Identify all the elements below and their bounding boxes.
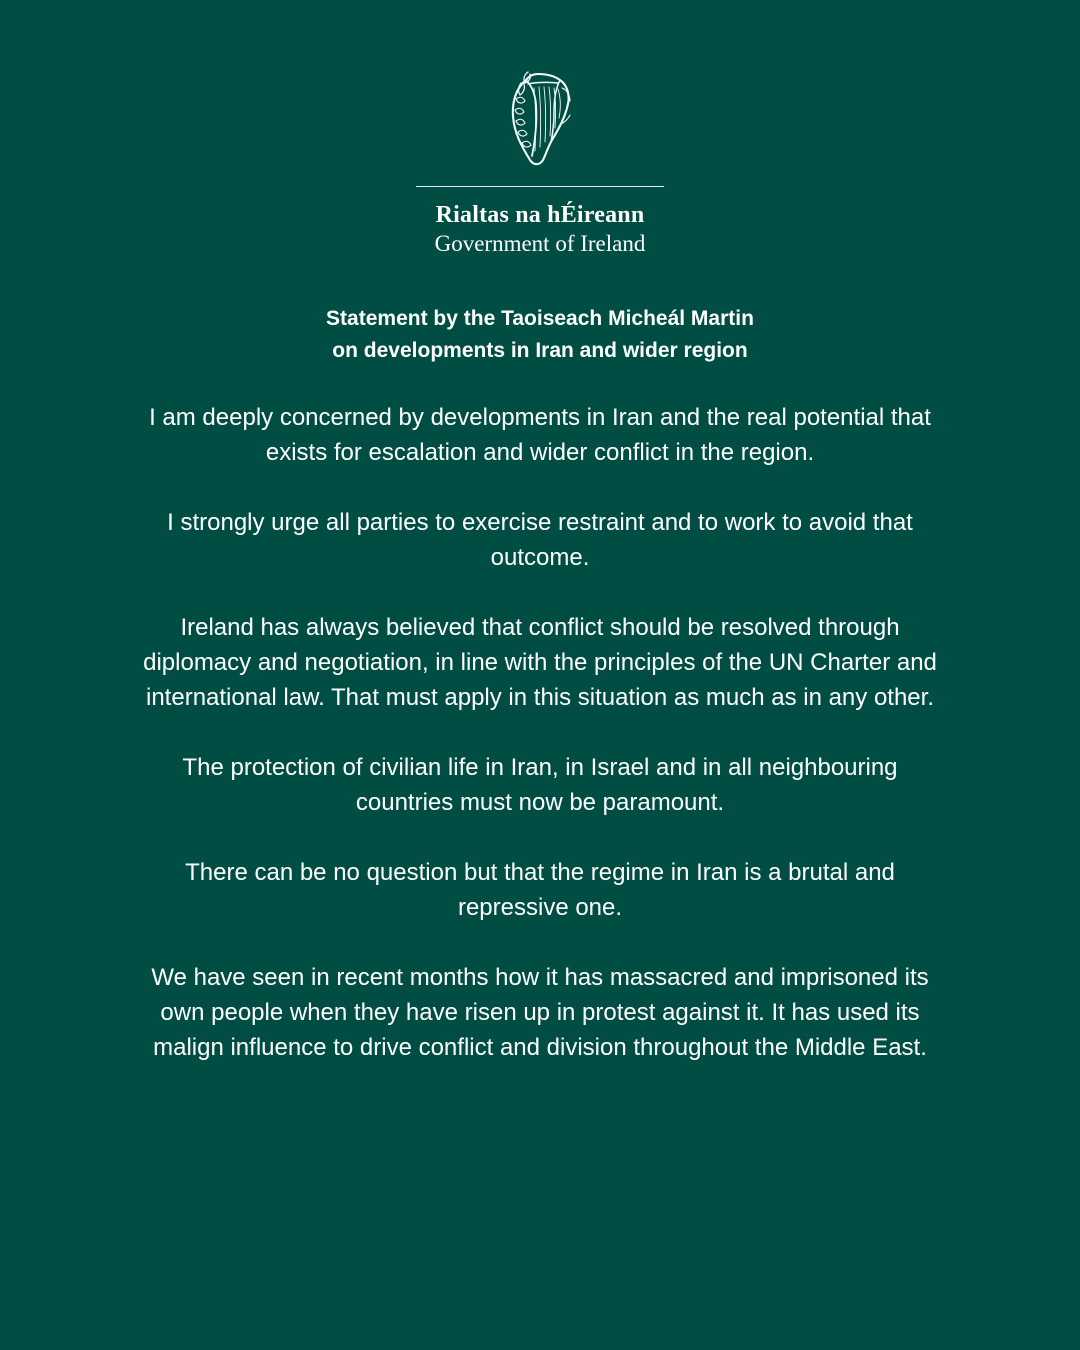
- statement-body: [140, 400, 940, 1065]
- organization-name-irish: Rialtas na hÉireann: [435, 202, 645, 228]
- organization-name-english: Government of Ireland: [434, 231, 646, 256]
- statement-paragraph-5: There can be no question but that the regime in Iran is a brutal and repressive one.: [185, 859, 895, 921]
- statement-title-line-1: Statement by the Taoiseach Micheál Martin: [326, 307, 754, 330]
- statement-paragraph-6: We have seen in recent months how it has massacred and imprisoned its own people when they have risen up in protest against it. It has used its malign influence to drive conflict and division throughout the Middle East.: [151, 964, 929, 1061]
- statement-paragraph-4: The protection of civilian life in Iran, in Israel and in all neighbouring countries must now be paramount.: [182, 754, 898, 816]
- statement-paragraph-1: I am deeply concerned by developments in Iran and the real potential that exists for escalation and wider conflict in the region.: [149, 404, 931, 466]
- statement-paragraph-3: Ireland has always believed that conflict should be resolved through diplomacy and negotiation, in line with the principles of the UN Charter and international law. That must apply in this situation as much as in any other.: [143, 614, 937, 711]
- statement-content: [140, 303, 940, 1065]
- government-logo: [0, 62, 1080, 257]
- statement-title-line-2: on developments in Iran and wider region: [332, 339, 748, 362]
- statement-paragraph-2: I strongly urge all parties to exercise restraint and to work to avoid that outcome.: [167, 509, 913, 571]
- statement-title: [140, 303, 940, 367]
- harp-icon: [504, 70, 576, 168]
- logo-divider: [416, 186, 664, 187]
